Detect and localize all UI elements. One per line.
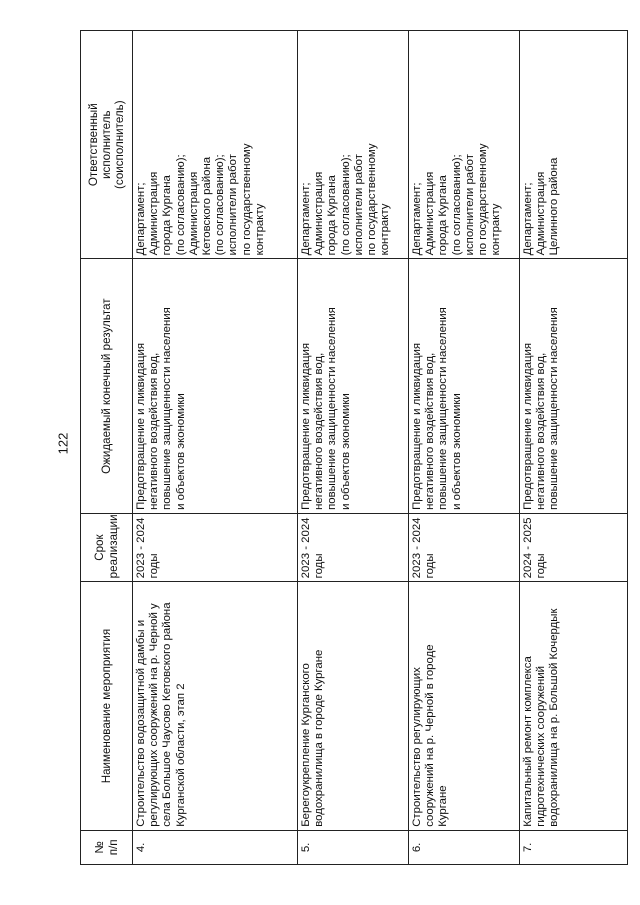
header-name: Наименование мероприятия (81, 582, 133, 830)
row-responsible: Департамент; Администрация города Кургана (по согласованию); исполнители работ по государственному контракту (298, 31, 409, 259)
row-num: 5. (298, 830, 409, 864)
row-result: Предотвращение и ликвидация негативного воздействия вод, повышение защищенности населения и объектов экономики (133, 259, 298, 514)
table-row (298, 31, 409, 865)
row-responsible: Департамент; Администрация Целинного района (520, 31, 628, 259)
row-name: Строительство водозащитной дамбы и регулирующих сооружений на р. Черной у села Большое Чаусово Кетовского района Курганской области, этап 2 (133, 582, 298, 830)
header-result: Ожидаемый конечный результат (81, 259, 133, 514)
page-number: 122 (55, 432, 71, 455)
table-row (409, 31, 520, 865)
row-term: 2023 - 2024 годы (409, 513, 520, 581)
row-num: 4. (133, 830, 298, 864)
row-result: Предотвращение и ликвидация негативного воздействия вод, повышение защищенности населения и объектов экономики (298, 259, 409, 514)
row-term: 2023 - 2024 годы (133, 513, 298, 581)
row-result: Предотвращение и ликвидация негативного воздействия вод, повышение защищенности населения и объектов экономики (409, 259, 520, 514)
row-responsible: Департамент; Администрация города Кургана (по согласованию); исполнители работ по государственному контракту (409, 31, 520, 259)
row-result: Предотвращение и ликвидация негативного воздействия вод, повышение защищенности населения (520, 259, 628, 514)
row-name: Строительство регулирующих сооружений на р. Черной в городе Кургане (409, 582, 520, 830)
row-responsible: Департамент; Администрация города Кургана (по согласованию); Администрация Кетовского района (по согласованию); исполнители работ по государственному контракту (133, 31, 298, 259)
row-name: Капитальный ремонт комплекса гидротехнических сооружений водохранилища на р. Большой Кочердык (520, 582, 628, 830)
row-term: 2023 - 2024 годы (298, 513, 409, 581)
table-row (520, 31, 628, 865)
row-term: 2024 - 2025 годы (520, 513, 628, 581)
header-term: Срок реализации (81, 513, 133, 581)
measures-table (80, 30, 628, 865)
rotated-table-container (80, 30, 627, 865)
table-header-row (81, 31, 133, 865)
table-row (133, 31, 298, 865)
row-num: 7. (520, 830, 628, 864)
header-num: № п/п (81, 830, 133, 864)
header-responsible: Ответственный исполнитель (соисполнитель) (81, 31, 133, 259)
row-name: Берегоукрепление Курганского водохранилища в городе Кургане (298, 582, 409, 830)
row-num: 6. (409, 830, 520, 864)
